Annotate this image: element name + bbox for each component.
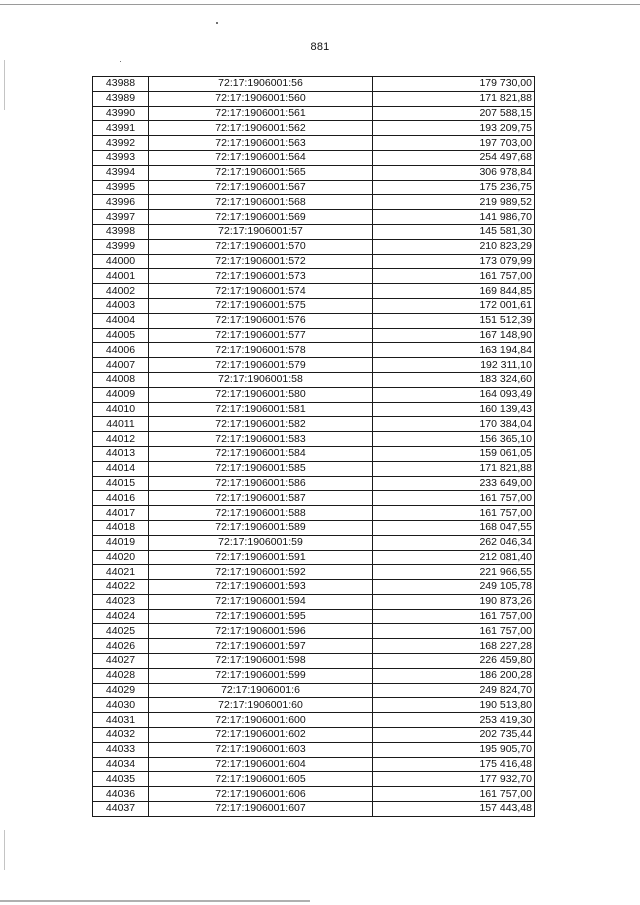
scan-speck: [120, 61, 121, 62]
cadastral-number-cell: 72:17:1906001:587: [149, 491, 373, 506]
row-number-cell: 44015: [93, 476, 149, 491]
amount-cell: 190 873,26: [373, 594, 535, 609]
row-number-cell: 44017: [93, 506, 149, 521]
cadastral-number-cell: 72:17:1906001:565: [149, 165, 373, 180]
table-row: [93, 461, 535, 476]
table-row: [93, 239, 535, 254]
amount-cell: 306 978,84: [373, 165, 535, 180]
row-number-cell: 44031: [93, 713, 149, 728]
table-row: [93, 742, 535, 757]
cadastral-number-cell: 72:17:1906001:573: [149, 269, 373, 284]
cadastral-number-cell: 72:17:1906001:607: [149, 802, 373, 817]
amount-cell: 167 148,90: [373, 328, 535, 343]
cadastral-number-cell: 72:17:1906001:599: [149, 668, 373, 683]
row-number-cell: 44014: [93, 461, 149, 476]
amount-cell: 161 757,00: [373, 269, 535, 284]
row-number-cell: 44000: [93, 254, 149, 269]
table-row: [93, 698, 535, 713]
row-number-cell: 44028: [93, 668, 149, 683]
cadastral-number-cell: 72:17:1906001:597: [149, 639, 373, 654]
table-row: [93, 417, 535, 432]
row-number-cell: 44010: [93, 402, 149, 417]
row-number-cell: 44018: [93, 520, 149, 535]
cadastral-number-cell: 72:17:1906001:604: [149, 757, 373, 772]
table-row: [93, 180, 535, 195]
amount-cell: 254 497,68: [373, 150, 535, 165]
cadastral-number-cell: 72:17:1906001:583: [149, 432, 373, 447]
amount-cell: 161 757,00: [373, 491, 535, 506]
cadastral-number-cell: 72:17:1906001:589: [149, 520, 373, 535]
amount-cell: 249 824,70: [373, 683, 535, 698]
row-number-cell: 43995: [93, 180, 149, 195]
amount-cell: 186 200,28: [373, 668, 535, 683]
cadastral-number-cell: 72:17:1906001:603: [149, 742, 373, 757]
row-number-cell: 43996: [93, 195, 149, 210]
table-row: [93, 298, 535, 313]
cadastral-number-cell: 72:17:1906001:595: [149, 609, 373, 624]
cadastral-number-cell: 72:17:1906001:570: [149, 239, 373, 254]
amount-cell: 156 365,10: [373, 432, 535, 447]
cadastral-number-cell: 72:17:1906001:576: [149, 313, 373, 328]
cadastral-number-cell: 72:17:1906001:59: [149, 535, 373, 550]
amount-cell: 159 061,05: [373, 446, 535, 461]
bottom-edge-rule: [0, 900, 310, 902]
top-edge-rule: [0, 4, 640, 5]
cadastral-number-cell: 72:17:1906001:605: [149, 772, 373, 787]
amount-cell: 221 966,55: [373, 565, 535, 580]
cadastral-number-cell: 72:17:1906001:579: [149, 358, 373, 373]
cadastral-number-cell: 72:17:1906001:585: [149, 461, 373, 476]
cadastral-number-cell: 72:17:1906001:6: [149, 683, 373, 698]
table-row: [93, 506, 535, 521]
cadastral-number-cell: 72:17:1906001:577: [149, 328, 373, 343]
cadastral-number-cell: 72:17:1906001:560: [149, 91, 373, 106]
row-number-cell: 44027: [93, 654, 149, 669]
amount-cell: 202 735,44: [373, 728, 535, 743]
scan-speck: [216, 22, 218, 24]
amount-cell: 151 512,39: [373, 313, 535, 328]
row-number-cell: 43993: [93, 150, 149, 165]
cadastral-number-cell: 72:17:1906001:588: [149, 506, 373, 521]
row-number-cell: 44002: [93, 284, 149, 299]
row-number-cell: 44013: [93, 446, 149, 461]
row-number-cell: 44005: [93, 328, 149, 343]
table-row: [93, 639, 535, 654]
table-row: [93, 210, 535, 225]
table-row: [93, 358, 535, 373]
row-number-cell: 44032: [93, 728, 149, 743]
row-number-cell: 44004: [93, 313, 149, 328]
cadastral-number-cell: 72:17:1906001:568: [149, 195, 373, 210]
cadastral-number-cell: 72:17:1906001:582: [149, 417, 373, 432]
table-row: [93, 77, 535, 92]
cadastral-number-cell: 72:17:1906001:580: [149, 387, 373, 402]
cadastral-number-cell: 72:17:1906001:572: [149, 254, 373, 269]
row-number-cell: 44020: [93, 550, 149, 565]
table-row: [93, 328, 535, 343]
cadastral-number-cell: 72:17:1906001:593: [149, 580, 373, 595]
amount-cell: 253 419,30: [373, 713, 535, 728]
amount-cell: 160 139,43: [373, 402, 535, 417]
row-number-cell: 44035: [93, 772, 149, 787]
cadastral-number-cell: 72:17:1906001:569: [149, 210, 373, 225]
amount-cell: 169 844,85: [373, 284, 535, 299]
row-number-cell: 44011: [93, 417, 149, 432]
table-row: [93, 372, 535, 387]
table-row: [93, 802, 535, 817]
table-row: [93, 772, 535, 787]
row-number-cell: 44019: [93, 535, 149, 550]
row-number-cell: 44029: [93, 683, 149, 698]
amount-cell: 179 730,00: [373, 77, 535, 92]
amount-cell: 262 046,34: [373, 535, 535, 550]
cadastral-number-cell: 72:17:1906001:584: [149, 446, 373, 461]
row-number-cell: 44006: [93, 343, 149, 358]
table-row: [93, 491, 535, 506]
row-number-cell: 43994: [93, 165, 149, 180]
amount-cell: 212 081,40: [373, 550, 535, 565]
row-number-cell: 44012: [93, 432, 149, 447]
amount-cell: 175 236,75: [373, 180, 535, 195]
amount-cell: 175 416,48: [373, 757, 535, 772]
table-row: [93, 654, 535, 669]
cadastral-number-cell: 72:17:1906001:600: [149, 713, 373, 728]
amount-cell: 168 047,55: [373, 520, 535, 535]
row-number-cell: 44036: [93, 787, 149, 802]
table-row: [93, 728, 535, 743]
table-row: [93, 713, 535, 728]
cadastral-number-cell: 72:17:1906001:596: [149, 624, 373, 639]
amount-cell: 197 703,00: [373, 136, 535, 151]
table-row: [93, 269, 535, 284]
row-number-cell: 44025: [93, 624, 149, 639]
table-row: [93, 136, 535, 151]
amount-cell: 145 581,30: [373, 224, 535, 239]
table-row: [93, 432, 535, 447]
amount-cell: 163 194,84: [373, 343, 535, 358]
amount-cell: 193 209,75: [373, 121, 535, 136]
table-body: [93, 77, 535, 817]
row-number-cell: 44021: [93, 565, 149, 580]
row-number-cell: 44023: [93, 594, 149, 609]
cadastral-number-cell: 72:17:1906001:594: [149, 594, 373, 609]
table-row: [93, 550, 535, 565]
table-row: [93, 535, 535, 550]
table-row: [93, 224, 535, 239]
row-number-cell: 44037: [93, 802, 149, 817]
table-row: [93, 106, 535, 121]
row-number-cell: 43997: [93, 210, 149, 225]
amount-cell: 170 384,04: [373, 417, 535, 432]
amount-cell: 141 986,70: [373, 210, 535, 225]
cadastral-number-cell: 72:17:1906001:606: [149, 787, 373, 802]
cadastral-number-cell: 72:17:1906001:591: [149, 550, 373, 565]
amount-cell: 192 311,10: [373, 358, 535, 373]
table-row: [93, 402, 535, 417]
cadastral-number-cell: 72:17:1906001:57: [149, 224, 373, 239]
table-row: [93, 313, 535, 328]
amount-cell: 183 324,60: [373, 372, 535, 387]
row-number-cell: 43991: [93, 121, 149, 136]
amount-cell: 219 989,52: [373, 195, 535, 210]
amount-cell: 168 227,28: [373, 639, 535, 654]
table-row: [93, 446, 535, 461]
table-row: [93, 609, 535, 624]
row-number-cell: 43998: [93, 224, 149, 239]
table-row: [93, 476, 535, 491]
cadastral-number-cell: 72:17:1906001:592: [149, 565, 373, 580]
cadastral-number-cell: 72:17:1906001:561: [149, 106, 373, 121]
row-number-cell: 44001: [93, 269, 149, 284]
parcel-value-table: [92, 76, 535, 817]
row-number-cell: 43992: [93, 136, 149, 151]
row-number-cell: 44034: [93, 757, 149, 772]
row-number-cell: 44008: [93, 372, 149, 387]
table-row: [93, 520, 535, 535]
cadastral-number-cell: 72:17:1906001:578: [149, 343, 373, 358]
amount-cell: 173 079,99: [373, 254, 535, 269]
cadastral-number-cell: 72:17:1906001:586: [149, 476, 373, 491]
cadastral-number-cell: 72:17:1906001:58: [149, 372, 373, 387]
row-number-cell: 44016: [93, 491, 149, 506]
cadastral-number-cell: 72:17:1906001:574: [149, 284, 373, 299]
row-number-cell: 44003: [93, 298, 149, 313]
table-row: [93, 195, 535, 210]
amount-cell: 171 821,88: [373, 461, 535, 476]
row-number-cell: 44026: [93, 639, 149, 654]
row-number-cell: 43999: [93, 239, 149, 254]
amount-cell: 172 001,61: [373, 298, 535, 313]
table-row: [93, 121, 535, 136]
amount-cell: 157 443,48: [373, 802, 535, 817]
table-row: [93, 565, 535, 580]
amount-cell: 177 932,70: [373, 772, 535, 787]
table-row: [93, 580, 535, 595]
table-row: [93, 683, 535, 698]
row-number-cell: 44024: [93, 609, 149, 624]
cadastral-number-cell: 72:17:1906001:575: [149, 298, 373, 313]
table-row: [93, 91, 535, 106]
cadastral-number-cell: 72:17:1906001:564: [149, 150, 373, 165]
row-number-cell: 44007: [93, 358, 149, 373]
cadastral-number-cell: 72:17:1906001:602: [149, 728, 373, 743]
amount-cell: 190 513,80: [373, 698, 535, 713]
cadastral-number-cell: 72:17:1906001:563: [149, 136, 373, 151]
left-edge-mark: [4, 60, 5, 110]
cadastral-number-cell: 72:17:1906001:598: [149, 654, 373, 669]
cadastral-number-cell: 72:17:1906001:581: [149, 402, 373, 417]
row-number-cell: 44009: [93, 387, 149, 402]
amount-cell: 164 093,49: [373, 387, 535, 402]
table-row: [93, 284, 535, 299]
amount-cell: 161 757,00: [373, 624, 535, 639]
row-number-cell: 44022: [93, 580, 149, 595]
table-row: [93, 787, 535, 802]
table-row: [93, 668, 535, 683]
left-edge-mark: [4, 830, 5, 870]
amount-cell: 161 757,00: [373, 787, 535, 802]
cadastral-number-cell: 72:17:1906001:56: [149, 77, 373, 92]
table-row: [93, 343, 535, 358]
amount-cell: 161 757,00: [373, 609, 535, 624]
table-row: [93, 150, 535, 165]
amount-cell: 249 105,78: [373, 580, 535, 595]
table-row: [93, 254, 535, 269]
cadastral-number-cell: 72:17:1906001:562: [149, 121, 373, 136]
table-row: [93, 624, 535, 639]
amount-cell: 195 905,70: [373, 742, 535, 757]
page-number: 881: [310, 41, 330, 53]
amount-cell: 233 649,00: [373, 476, 535, 491]
amount-cell: 207 588,15: [373, 106, 535, 121]
amount-cell: 210 823,29: [373, 239, 535, 254]
table-row: [93, 594, 535, 609]
amount-cell: 226 459,80: [373, 654, 535, 669]
row-number-cell: 44030: [93, 698, 149, 713]
table-row: [93, 387, 535, 402]
cadastral-number-cell: 72:17:1906001:60: [149, 698, 373, 713]
amount-cell: 171 821,88: [373, 91, 535, 106]
row-number-cell: 44033: [93, 742, 149, 757]
table-row: [93, 757, 535, 772]
cadastral-number-cell: 72:17:1906001:567: [149, 180, 373, 195]
table-row: [93, 165, 535, 180]
amount-cell: 161 757,00: [373, 506, 535, 521]
row-number-cell: 43988: [93, 77, 149, 92]
row-number-cell: 43989: [93, 91, 149, 106]
row-number-cell: 43990: [93, 106, 149, 121]
